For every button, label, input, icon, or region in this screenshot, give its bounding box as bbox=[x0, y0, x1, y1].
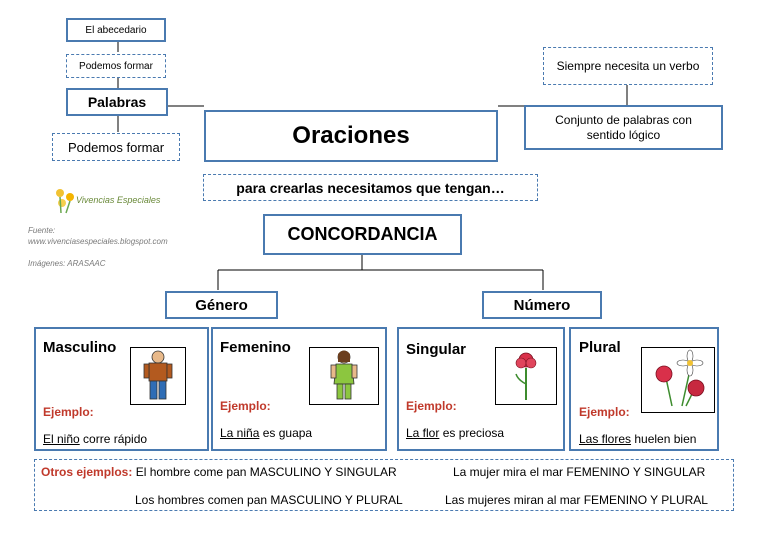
otros-ejemplos-box bbox=[34, 459, 734, 511]
femenino-card bbox=[211, 327, 387, 451]
podemos-formar-label: Podemos formar bbox=[67, 139, 165, 155]
logo-text: Vivencias Especiales bbox=[76, 195, 161, 205]
plural-rest: huelen bien bbox=[631, 432, 697, 446]
podemos-formar-small-label: Podemos formar bbox=[79, 60, 153, 72]
palabras-box bbox=[66, 88, 168, 116]
fuente-label: Fuente: bbox=[28, 226, 56, 235]
girl-picture bbox=[309, 347, 379, 405]
femenino-example bbox=[220, 426, 312, 440]
femenino-subject: La niña bbox=[220, 426, 260, 440]
podemos-formar-box bbox=[52, 133, 180, 161]
oraciones-box bbox=[204, 110, 498, 162]
otros-example-1: El hombre come pan MASCULINO Y SINGULAR bbox=[135, 465, 397, 479]
otros-example-4: Las mujeres miran al mar FEMENINO Y PLURAL bbox=[445, 493, 708, 507]
boy-icon bbox=[131, 348, 185, 404]
flower-picture bbox=[495, 347, 557, 405]
plural-subject: Las flores bbox=[579, 432, 632, 446]
plural-ejemplo: Ejemplo: bbox=[579, 405, 630, 419]
plural-example bbox=[579, 432, 696, 446]
palabras-label: Palabras bbox=[87, 94, 147, 110]
femenino-title: Femenino bbox=[220, 339, 291, 356]
verbo-label: Siempre necesita un verbo bbox=[556, 58, 700, 73]
otros-row-1 bbox=[41, 465, 397, 479]
masculino-title: Masculino bbox=[43, 339, 117, 356]
masculino-ejemplo: Ejemplo: bbox=[43, 405, 94, 419]
abecedario-box bbox=[66, 18, 166, 42]
numero-box bbox=[482, 291, 602, 319]
singular-ejemplo: Ejemplo: bbox=[406, 399, 457, 413]
genero-label: Género bbox=[195, 296, 248, 314]
podemos-formar-small-box bbox=[66, 54, 166, 78]
flower-icon bbox=[496, 348, 556, 404]
genero-box bbox=[165, 291, 278, 319]
numero-label: Número bbox=[513, 296, 571, 314]
girl-icon bbox=[310, 348, 378, 404]
concordancia-box bbox=[263, 214, 462, 255]
masculino-subject: El niño bbox=[43, 432, 80, 446]
boy-picture bbox=[130, 347, 186, 405]
imagenes-label: Imágenes: ARASAAC bbox=[28, 259, 106, 268]
plural-title: Plural bbox=[579, 339, 621, 356]
masculino-card bbox=[34, 327, 209, 451]
femenino-rest: es guapa bbox=[259, 426, 313, 440]
verbo-box bbox=[543, 47, 713, 85]
fuente-url: www.vivenciasespeciales.blogspot.com bbox=[28, 237, 168, 246]
conjunto-box bbox=[524, 105, 723, 150]
otros-label: Otros ejemplos: bbox=[41, 465, 133, 479]
para-crearlas-box bbox=[203, 174, 538, 201]
vivencias-logo bbox=[52, 186, 161, 214]
plural-card bbox=[569, 327, 719, 451]
para-crearlas-label: para crearlas necesitamos que tengan… bbox=[236, 179, 505, 196]
flowers-icon bbox=[642, 348, 714, 412]
abecedario-label: El abecedario bbox=[85, 24, 147, 36]
singular-example bbox=[406, 426, 504, 440]
oraciones-title: Oraciones bbox=[292, 122, 410, 149]
otros-example-2: La mujer mira el mar FEMENINO Y SINGULAR bbox=[453, 465, 706, 479]
flowers-picture bbox=[641, 347, 715, 413]
conjunto-label: Conjunto de palabras con sentido lógico bbox=[555, 112, 692, 142]
singular-rest: es preciosa bbox=[439, 426, 505, 440]
femenino-ejemplo: Ejemplo: bbox=[220, 399, 271, 413]
singular-card bbox=[397, 327, 565, 451]
masculino-example bbox=[43, 432, 147, 446]
singular-subject: La flor bbox=[406, 426, 440, 440]
masculino-rest: corre rápido bbox=[79, 432, 148, 446]
singular-title: Singular bbox=[406, 341, 467, 358]
otros-example-3: Los hombres comen pan MASCULINO Y PLURAL bbox=[135, 493, 403, 507]
concordancia-title: CONCORDANCIA bbox=[287, 224, 438, 244]
